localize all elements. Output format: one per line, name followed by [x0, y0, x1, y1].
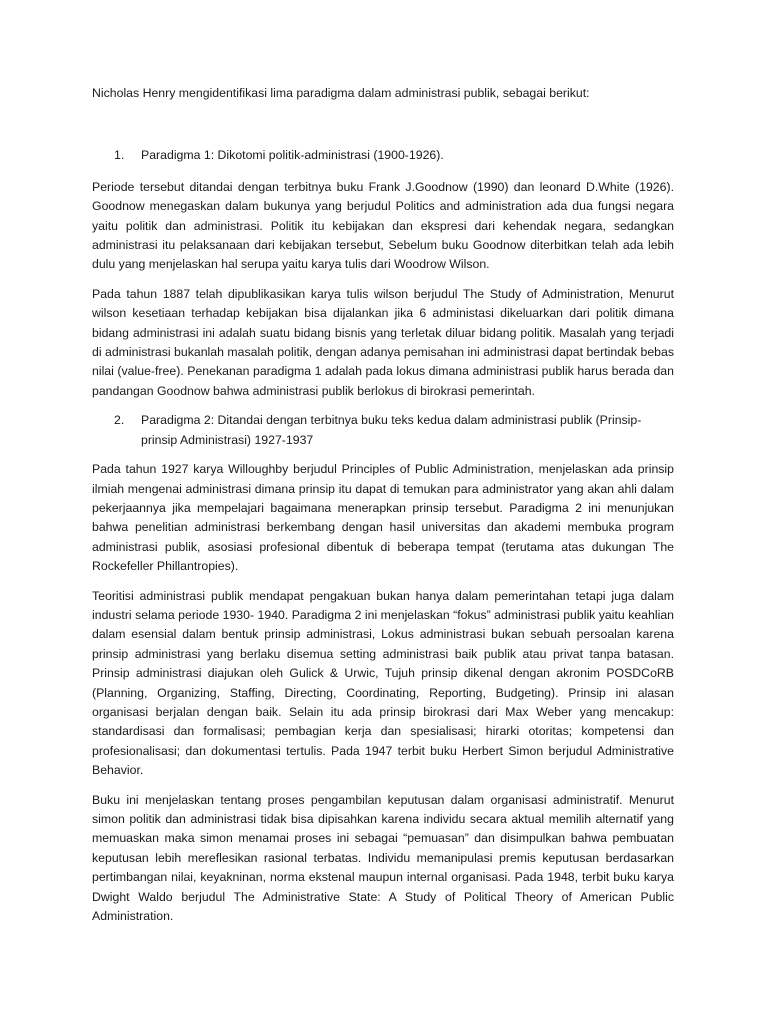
list-number: 2.: [114, 413, 125, 428]
body-paragraph: Teoritisi administrasi publik mendapat pengakuan bukan hanya dalam pemerintahan tetapi juga dalam industri selama periode 1930- 1940. Paradigma 2 ini menjelaskan “fokus” administrasi publik yaitu keahlian dalam esensial dalam bentuk prinsip administrasi, Lokus administrasi bukan sebuah persoalan karena prinsip administrasi yang berlaku disemua setting administrasi baik publik atau privat tanpa batasan. Prinsip administrasi diajukan oleh Gulick & Urwic, Tujuh prinsip dikenal dengan akronim POSDCoRB (Planning, Organizing, Staffing, Directing, Coordinating, Reporting, Budgeting). Prinsip ini alasan organisasi berjalan dengan baik. Selain itu ada prinsip birokrasi dari Max Weber yang mencakup: standardisasi dan formalisasi; pembagian kerja dan spesialisasi; hirarki otoritas; kompetensi dan profesionalisasi; dan dokumentasi tertulis. Pada 1947 terbit buku Herbert Simon berjudul Administrative Behavior.: [92, 588, 674, 778]
body-paragraph: Pada tahun 1927 karya Willoughby berjudul Principles of Public Administration, menjelaskan ada prinsip ilmiah mengenai administrasi dimana prinsip itu dapat di temukan para administrator yang akan ahli dalam pekerjaannya jika mempelajari bagaimana menerapkan prinsip tersebut. Paradigma 2 ini menunjukan bahwa penelitian administrasi berkembang dengan hasil universitas dan akademi membuka program administrasi publik, asosiasi profesional dibentuk di beberapa tempat (terutama atas dukungan The Rockefeller Phillantropies).: [92, 462, 674, 574]
intro-paragraph: Nicholas Henry mengidentifikasi lima paradigma dalam administrasi publik, sebagai berikut:: [92, 86, 590, 100]
body-paragraph: Periode tersebut ditandai dengan terbitnya buku Frank J.Goodnow (1990) dan leonard D.White (1926). Goodnow menegaskan dalam bukunya yang berjudul Politics and administration ada dua fungsi negara yaitu politik dan administrasi. Politik itu kebijakan dan ekspresi dari kehendak negara, sedangkan administrasi itu pelaksanaan dari kebijakan tersebut, Sebelum buku Goodnow diterbitkan telah ada lebih dulu yang menjelaskan hal serupa yaitu karya tulis dari Woodrow Wilson.: [92, 179, 674, 272]
body-paragraph: Buku ini menjelaskan tentang proses pengambilan keputusan dalam organisasi administratif. Menurut simon politik dan administrasi tidak bisa dipisahkan karena individu secara aktual memilih alternatif yang memuaskan maka simon menamai proses ini sebagai “pemuasan” dan disimpulkan bahwa pembuatan keputusan lebih mereflesikan rasional terbatas. Individu memanipulasi premis keputusan berdasarkan pertimbangan nilai, keyakninan, norma ekstenal maupun internal organisasi. Pada 1948, terbit buku karya Dwight Waldo berjudul The Administrative State: A Study of Political Theory of American Public Administration.: [92, 792, 674, 924]
section-heading-1: [92, 146, 674, 165]
heading-text: Paradigma 1: Dikotomi politik-administrasi (1900-1926).: [141, 148, 444, 163]
heading-text: Paradigma 2: Ditandai dengan terbitnya buku teks kedua dalam administrasi publik (Prinsip-prinsip Administrasi) 1927-1937: [141, 413, 642, 447]
list-number: 1.: [114, 148, 125, 163]
body-paragraph: Pada tahun 1887 telah dipublikasikan karya tulis wilson berjudul The Study of Administration, Menurut wilson kesetiaan terhadap kebijakan bisa dijalankan jika 6 administasi dikeluarkan dari politik dimana bidang administrasi ini adalah suatu bidang bisnis yang terletak diluar bidang politik. Masalah yang terjadi di administrasi bukanlah masalah politik, dengan adanya pemisahan ini administrasi dapat bertindak bebas nilai (value-free). Penekanan paradigma 1 adalah pada lokus dimana administrasi publik harus berada dan pandangan Goodnow bahwa administrasi publik berlokus di birokrasi pemerintah.: [92, 286, 674, 398]
document-body: [92, 84, 674, 926]
section-heading-2: [92, 411, 674, 450]
